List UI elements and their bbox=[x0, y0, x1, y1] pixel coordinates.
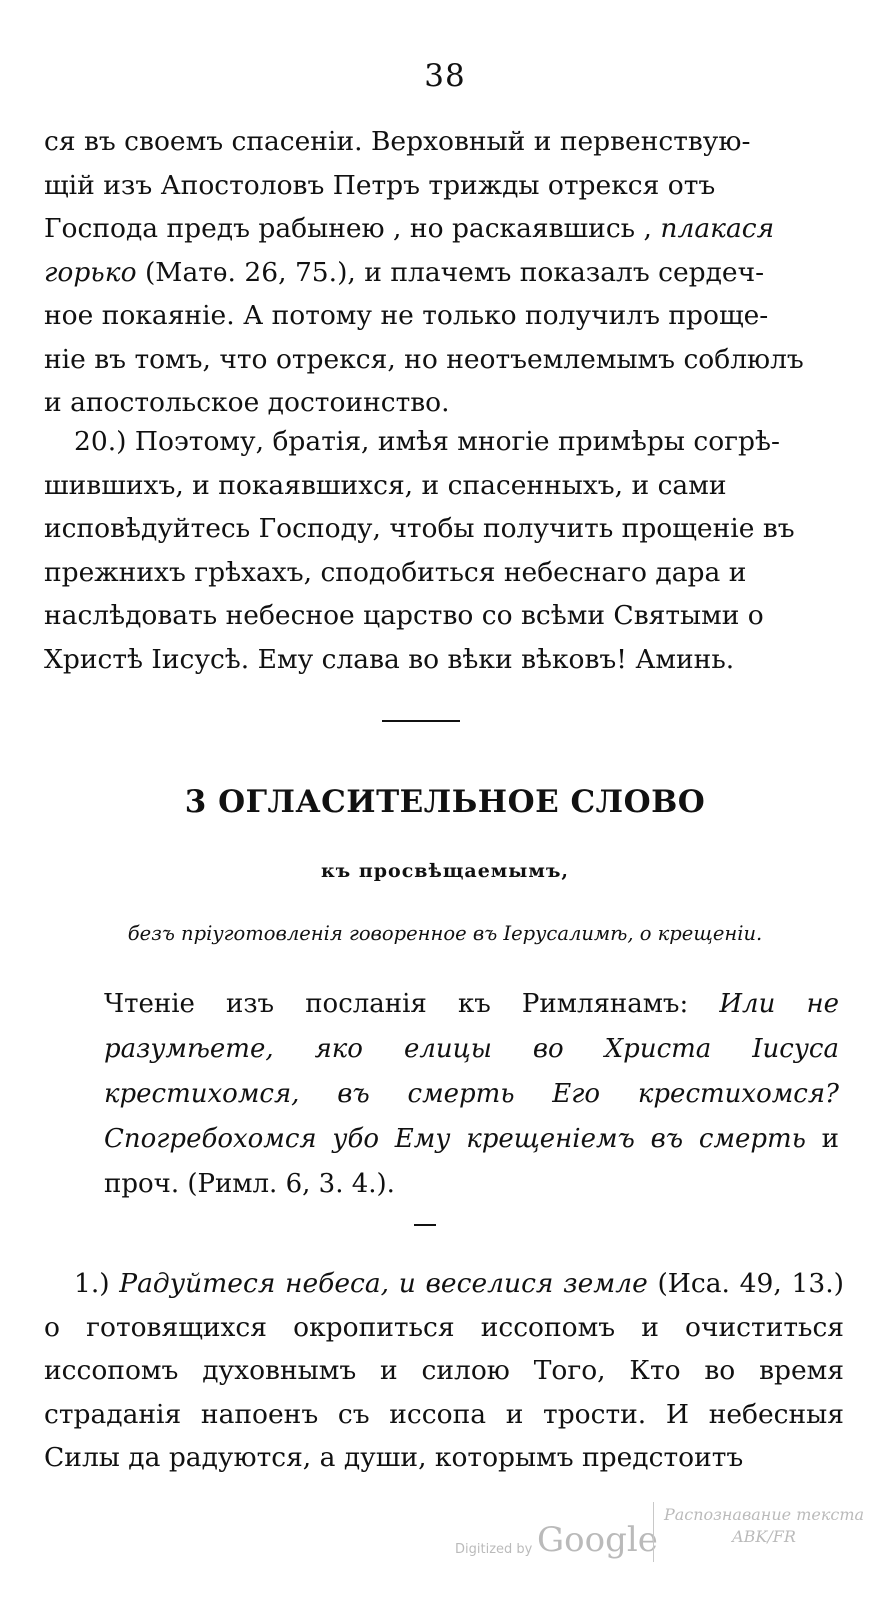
text-line: исповѣдуйтесь Господу, чтобы получить прощеніе въ bbox=[44, 513, 795, 544]
google-logo: Google bbox=[537, 1520, 658, 1560]
text-span: Господа предъ рабынею , но раскаявшись , bbox=[44, 213, 652, 244]
watermark-divider bbox=[653, 1502, 654, 1562]
text-span: (Матѳ. 26, 75.), и плачемъ показалъ сердеч- bbox=[144, 256, 765, 288]
recognition-line: ABK/FR bbox=[732, 1527, 796, 1546]
text-line: ся въ своемъ спасеніи. Верховный и первенствую- bbox=[44, 126, 751, 157]
digitized-label: Digitized by bbox=[455, 1542, 533, 1557]
recognition-credit bbox=[659, 1504, 869, 1548]
italic-quote: Радуйтеся небеса, и веселися земле bbox=[119, 1268, 648, 1299]
text-line bbox=[44, 251, 844, 295]
page-number: 38 bbox=[424, 58, 466, 94]
paragraph-text: (Иса. 49, 13.) о готовящихся окропиться иссопомъ и очиститься иссопомъ духовнымъ и силою Того, Кто во время страданія напоенъ съ иссопа и трости. И небесныя Силы да радуются, а души, которымъ предстоитъ bbox=[44, 1268, 844, 1473]
section-subtitle: къ просвѣщаемымъ, bbox=[320, 860, 570, 882]
epigraph-tail: и проч. (Римл. 6, 3. 4.). bbox=[104, 1124, 839, 1199]
italic-quote: горько bbox=[44, 256, 137, 288]
short-divider bbox=[414, 1224, 436, 1226]
text-line: 20.) Поэтому, братія, имѣя многіе примѣры согрѣ- bbox=[74, 426, 780, 457]
section-title: 3 ОГЛАСИТЕЛЬНОЕ СЛОВО bbox=[184, 784, 706, 820]
paragraph-number: 1.) bbox=[74, 1268, 110, 1299]
text-line: Христѣ Іисусѣ. Ему слава во вѣки вѣковъ! Аминь. bbox=[44, 643, 735, 675]
section-subtitle-detail: безъ пріуготовленія говоренное въ Іерусалимѣ, о крещеніи. bbox=[127, 922, 763, 945]
text-line: шившихъ, и покаявшихся, и спасенныхъ, и сами bbox=[44, 469, 727, 501]
text-line: наслѣдовать небесное царство со всѣми Святыми о bbox=[44, 600, 764, 631]
paragraph-20 bbox=[44, 420, 844, 681]
recognition-line: Распознавание текста bbox=[663, 1505, 865, 1524]
epigraph-quote: Или не разумѣете, яко елицы во Христа Іисуса крестихомся, въ смерть Его крестихомся? Спогребохомся убо Ему крещеніемъ въ смерть bbox=[104, 989, 839, 1154]
paragraph-19-continuation bbox=[44, 120, 844, 425]
epigraph-lead: Чтеніе изъ посланія къ Римлянамъ: bbox=[104, 989, 689, 1019]
text-line: и апостольское достоинство. bbox=[44, 387, 450, 418]
paragraph-1 bbox=[44, 1262, 844, 1480]
text-line bbox=[44, 207, 844, 251]
section-divider bbox=[382, 720, 460, 722]
text-line: ніе въ томъ, что отрекся, но неотъемлемымъ соблюлъ bbox=[44, 343, 804, 375]
text-line: ное покаяніе. А потому не только получилъ проще- bbox=[44, 300, 769, 331]
italic-quote: плакася bbox=[660, 213, 775, 244]
epigraph bbox=[104, 982, 839, 1207]
text-line: щій изъ Апостоловъ Петръ трижды отрекся отъ bbox=[44, 169, 716, 201]
text-line: прежнихъ грѣхахъ, сподобиться небеснаго дара и bbox=[44, 556, 747, 588]
digitization-watermark bbox=[455, 1502, 875, 1572]
